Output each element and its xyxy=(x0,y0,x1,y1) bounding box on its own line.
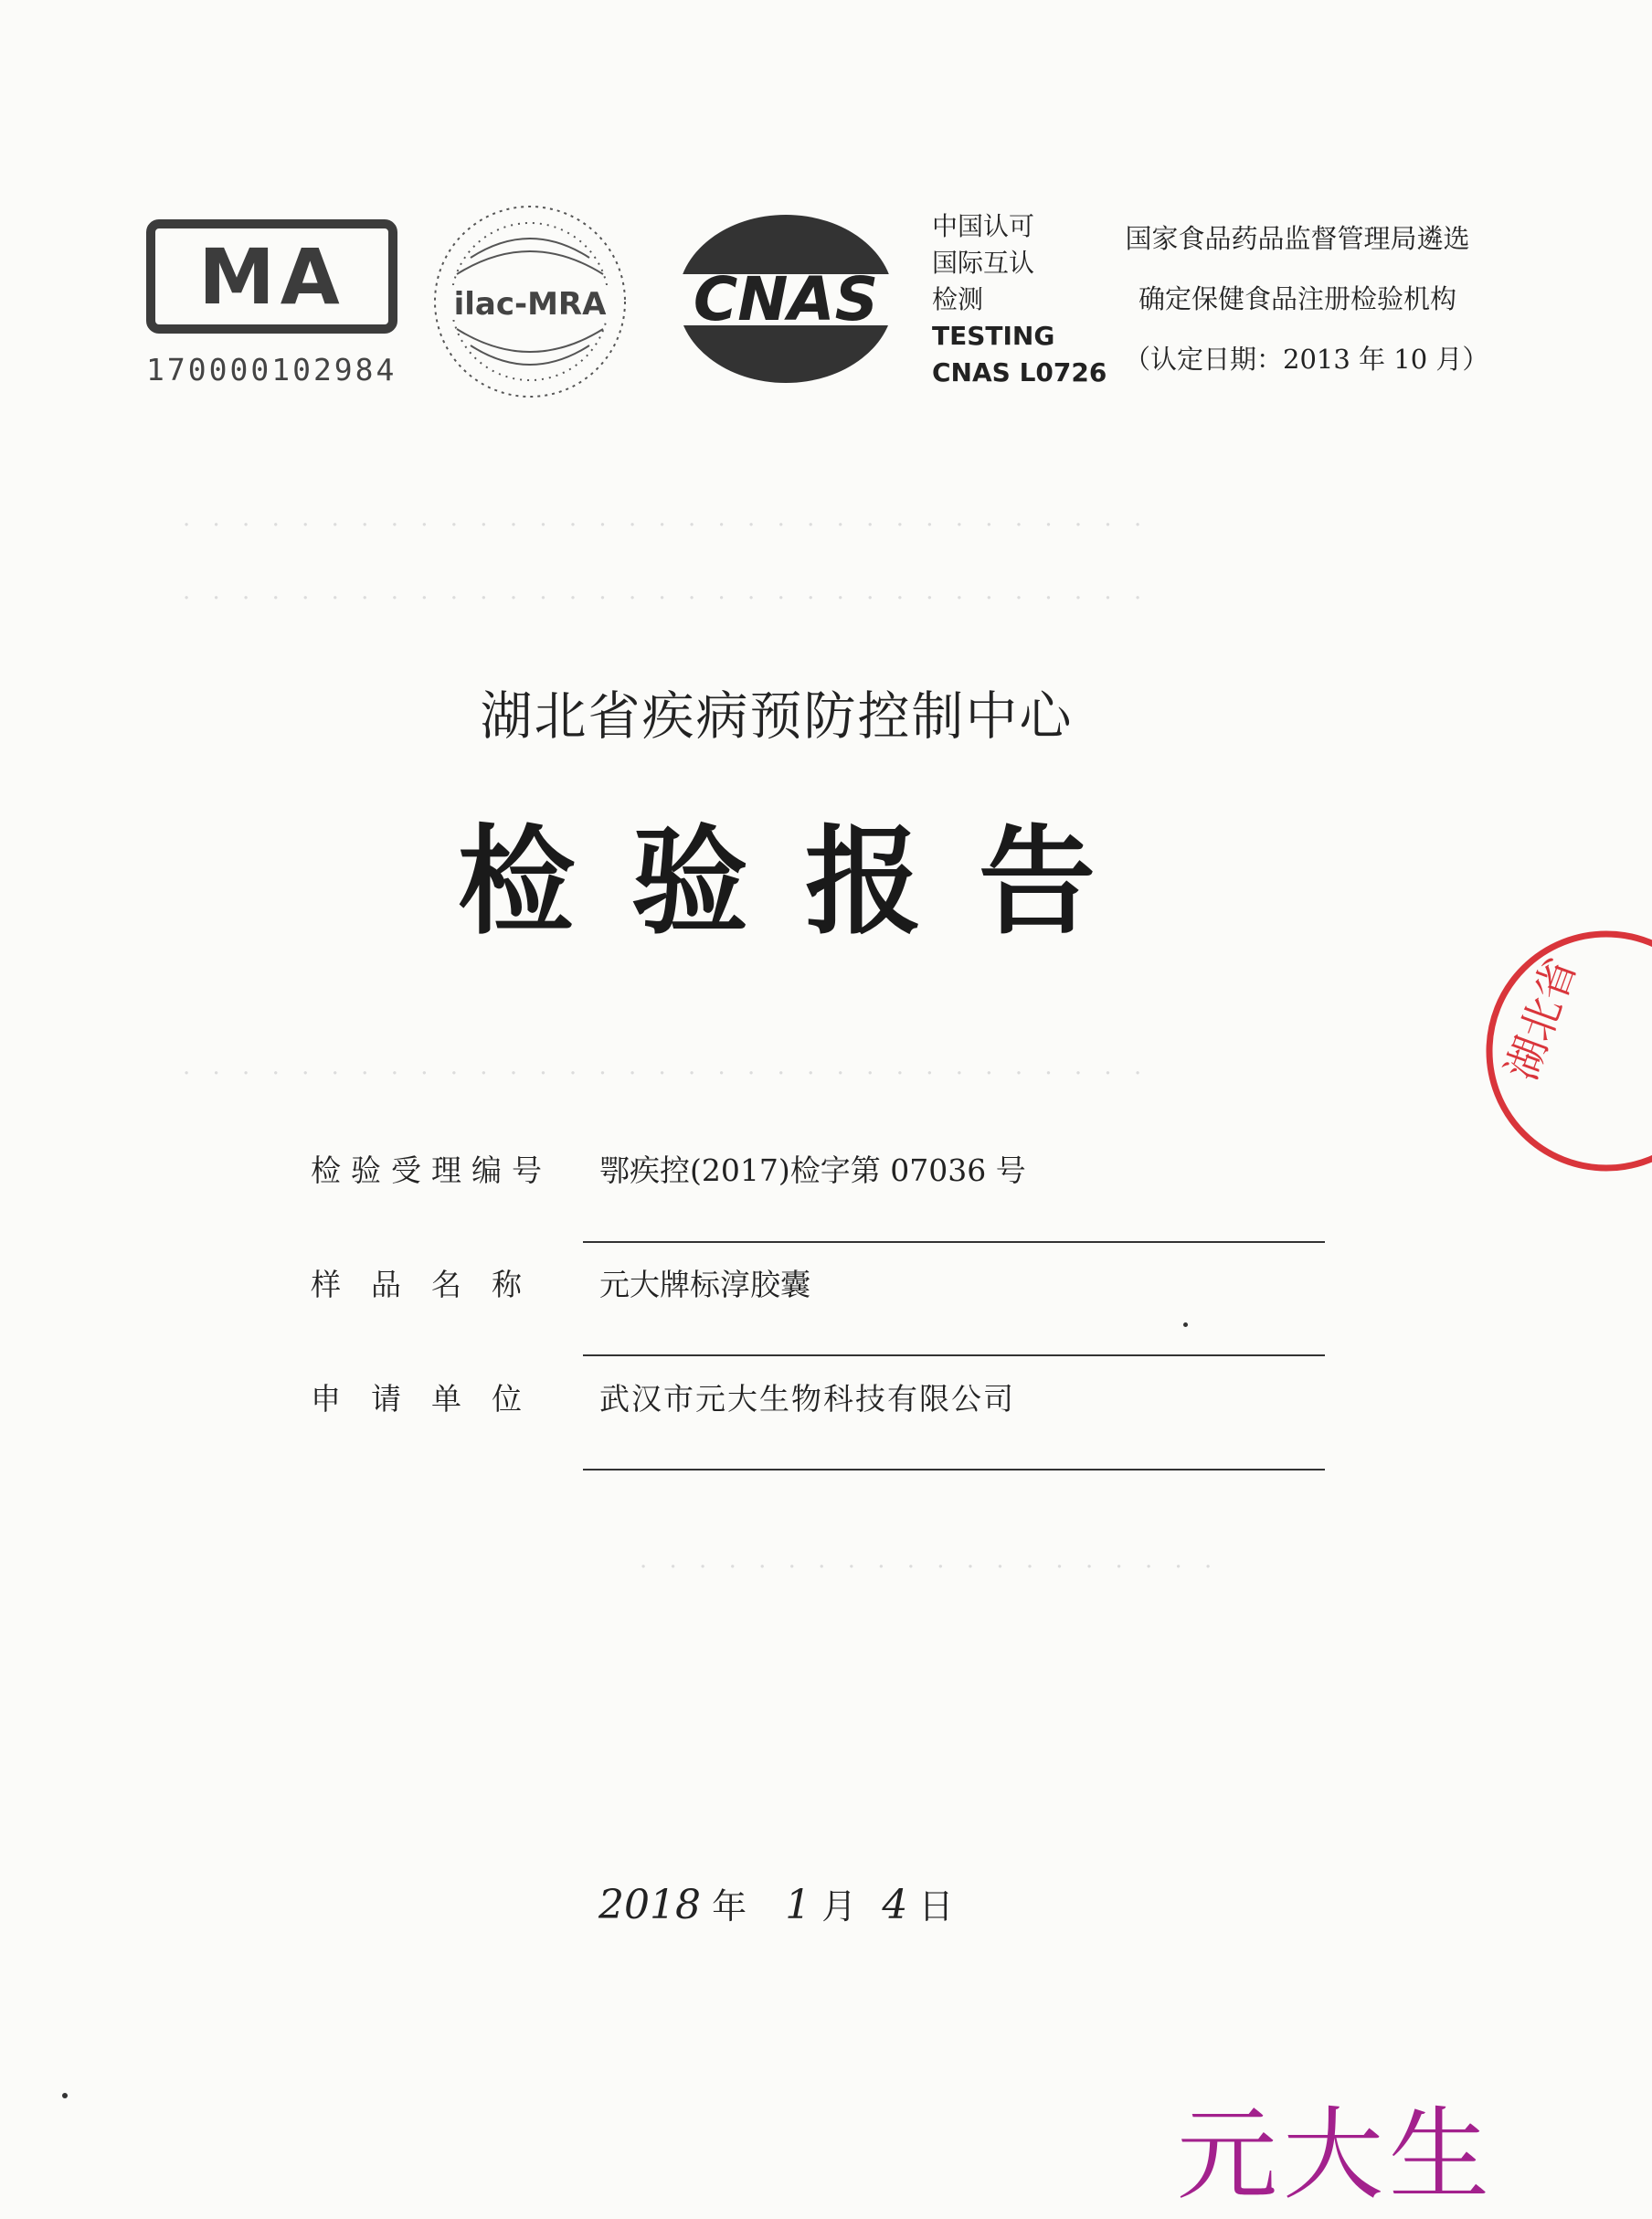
cfda-notice-line: 国家食品药品监督管理局遴选 xyxy=(1125,223,1470,254)
date-year: 2018 xyxy=(598,1882,701,1928)
sample-name-value: 元大牌标淳胶囊 xyxy=(599,1267,810,1302)
cfda-notice-date: （认定日期：2013 年 10 月） xyxy=(1124,344,1489,375)
bleed-through-text: · · · · · · · · · · · · · · · · · · · · · · · · · · · · · · · · · xyxy=(183,512,1149,539)
official-seal-icon xyxy=(1478,923,1652,1179)
seal-text: 湖北省 xyxy=(1496,950,1586,1087)
cma-mark-text: MA xyxy=(198,231,345,322)
cfda-notice-line: 确定保健食品注册检验机构 xyxy=(1138,283,1456,314)
report-title: 检验报告 xyxy=(457,814,1152,950)
bleed-through-text: · · · · · · · · · · · · · · · · · · · · · · · · · · · · · · · · · xyxy=(183,1060,1149,1088)
date-day: 4 xyxy=(882,1882,908,1928)
date-day-unit: 日 xyxy=(918,1886,954,1927)
report-date xyxy=(598,1878,954,1928)
sample-name-label: 样 品 名 称 xyxy=(311,1267,522,1302)
accreditation-line: 国际互认 xyxy=(932,248,1035,278)
cnas-logo-icon xyxy=(672,212,900,386)
ink-speck xyxy=(62,2093,68,2098)
date-year-unit: 年 xyxy=(712,1886,747,1927)
accreditation-line: 中国认可 xyxy=(932,211,1035,241)
accreditation-block xyxy=(932,208,1107,391)
cma-number: 170000102984 xyxy=(146,352,397,388)
acceptance-number-label: 检验受理编号 xyxy=(311,1152,552,1188)
acceptance-number-value: 鄂疾控(2017)检字第 07036 号 xyxy=(599,1152,1026,1188)
ilac-mra-logo-icon xyxy=(429,201,630,402)
ink-speck xyxy=(1183,1322,1188,1327)
cma-mark-icon xyxy=(146,219,397,334)
field-underline xyxy=(583,1469,1325,1470)
applicant-value: 武汉市元大生物科技有限公司 xyxy=(599,1381,1015,1417)
cnas-text: CNAS xyxy=(693,264,879,334)
bleed-through-text: · · · · · · · · · · · · · · · · · · · · · · · · · · · · · · · · · xyxy=(183,585,1149,612)
company-stamp: 元大生 xyxy=(1177,2097,1495,2214)
ilac-mra-text: ilac-MRA xyxy=(453,286,607,323)
date-month-unit: 月 xyxy=(821,1886,857,1927)
date-month: 1 xyxy=(785,1882,811,1928)
bleed-through-text: · · · · · · · · · · · · · · · · · · · · xyxy=(640,1554,1220,1581)
field-underline xyxy=(583,1354,1325,1356)
organization-name: 湖北省疾病预防控制中心 xyxy=(480,686,1074,747)
field-underline xyxy=(583,1241,1325,1243)
accreditation-line: TESTING xyxy=(932,321,1055,351)
accreditation-line: 检测 xyxy=(932,284,984,314)
cfda-notice xyxy=(1124,208,1489,389)
accreditation-number: CNAS L0726 xyxy=(932,357,1107,388)
applicant-label: 申 请 单 位 xyxy=(311,1381,522,1417)
